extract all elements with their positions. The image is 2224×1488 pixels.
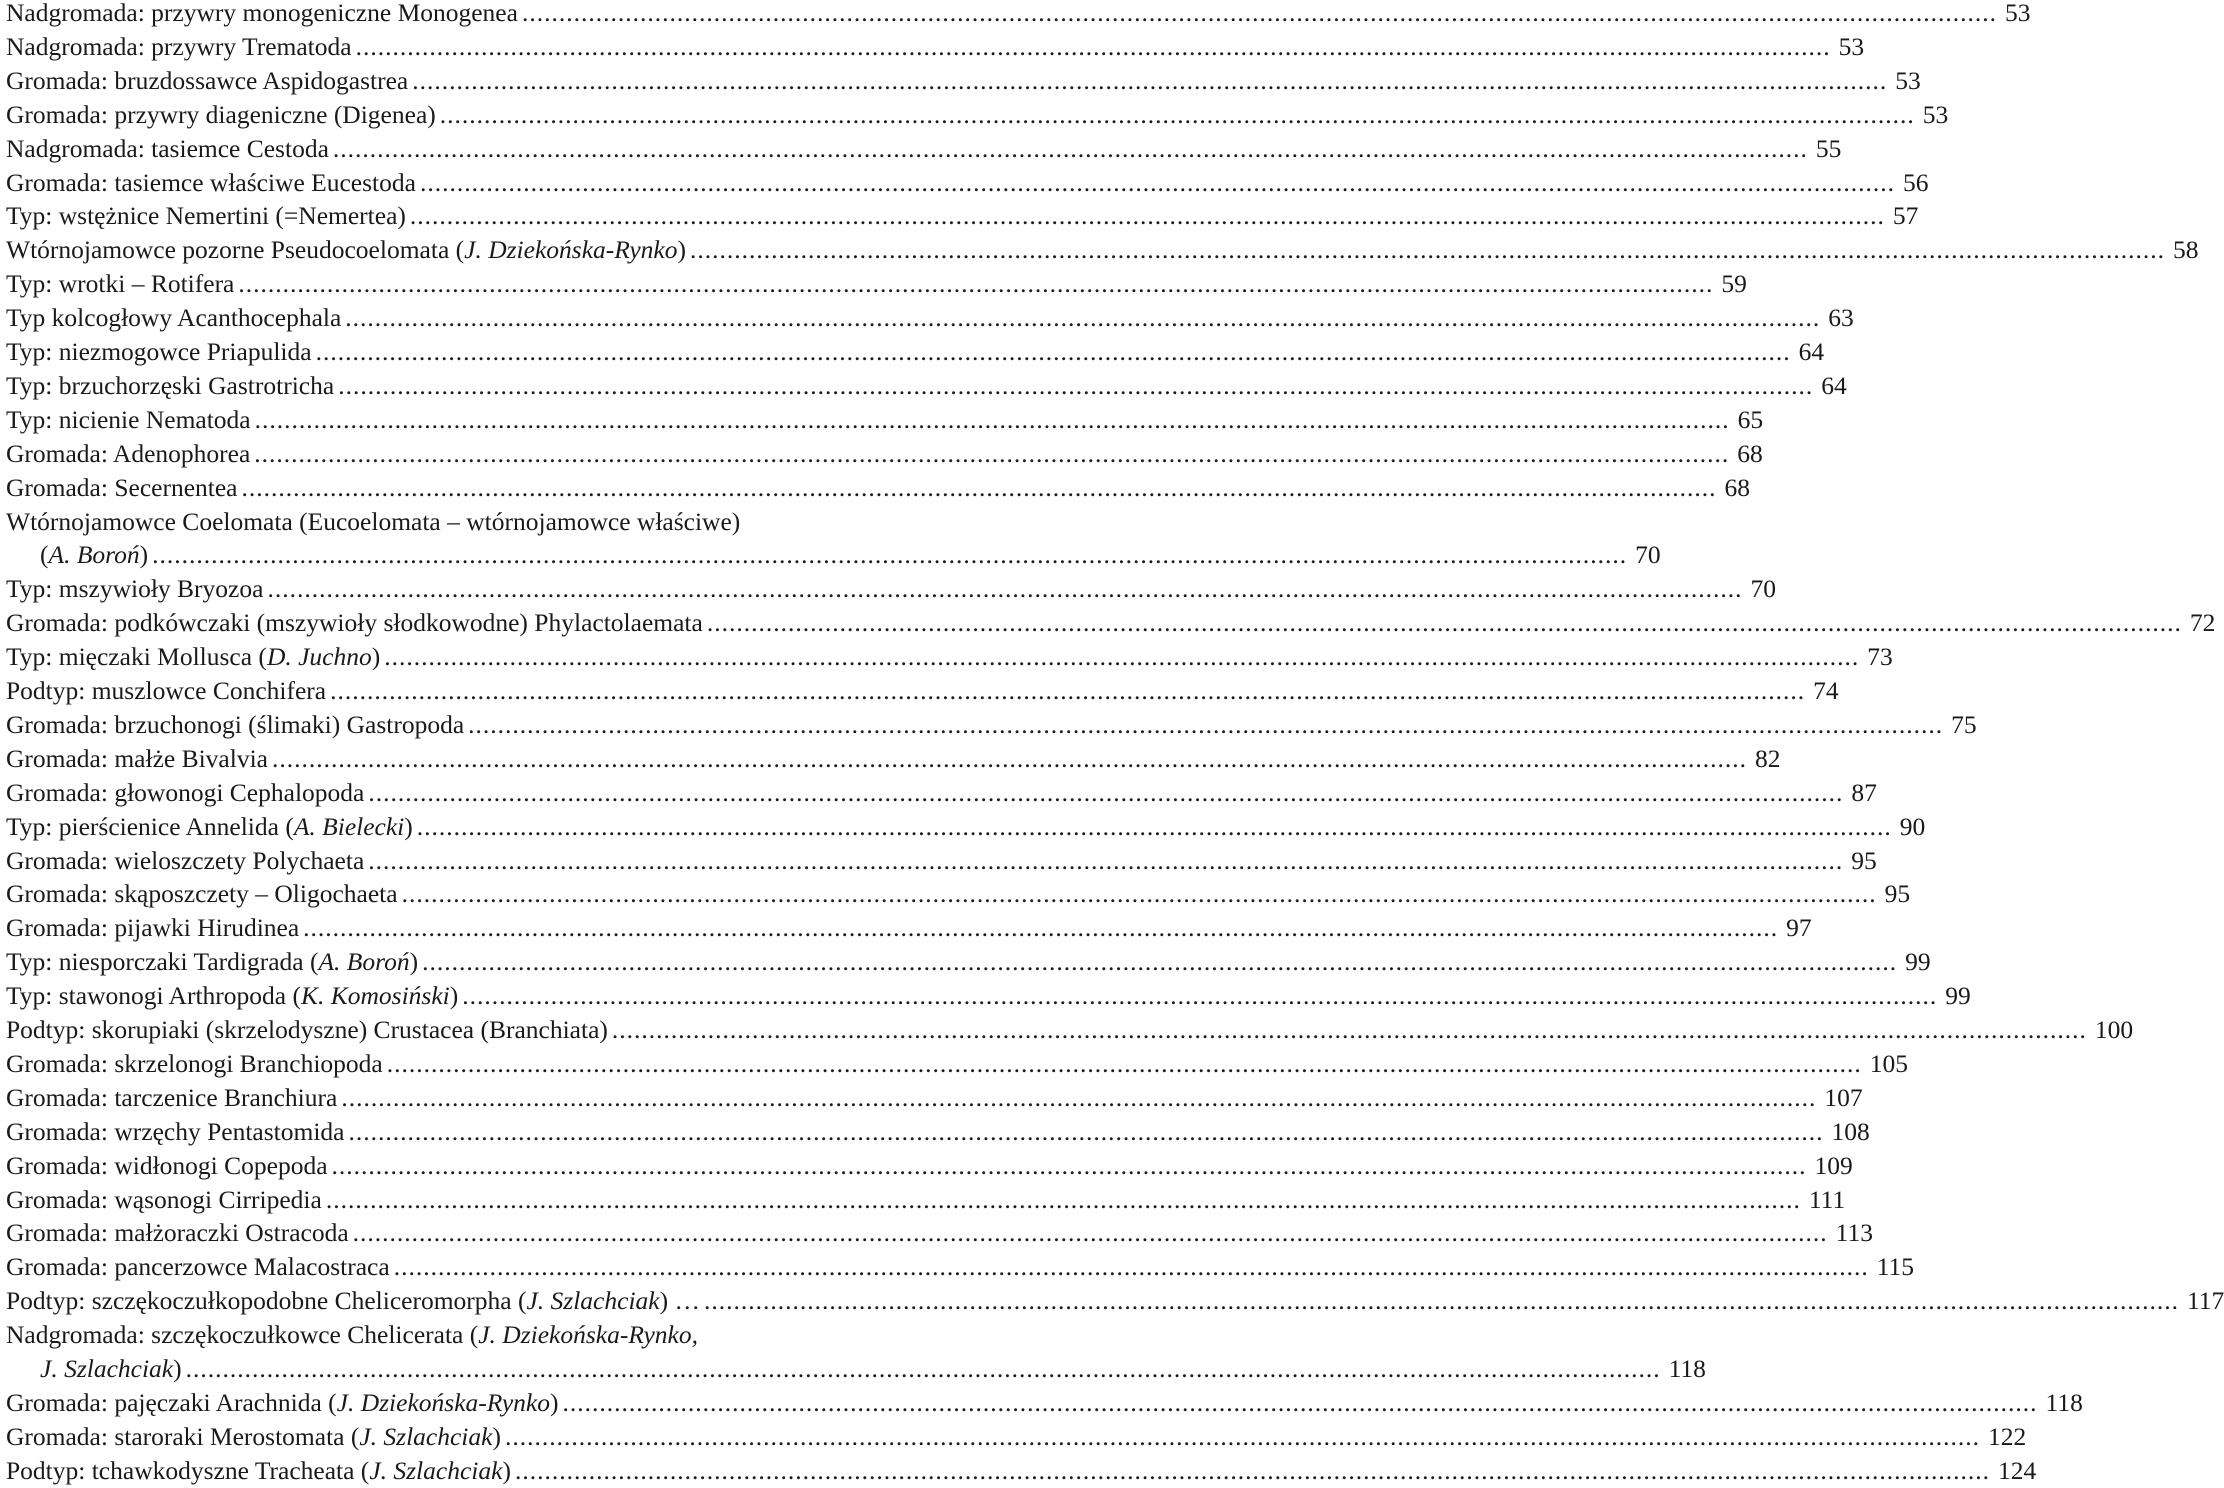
toc-page-number: 70 [1635, 540, 1661, 570]
toc-dot-leader: ........................................................................................................................................................................................................ [185, 1354, 1661, 1383]
toc-dot-leader: ........................................................................................................................................................................................................ [504, 1421, 1980, 1451]
toc-entry-text: Gromada: Adenophorea [6, 438, 251, 468]
toc-entry [6, 1318, 956, 1352]
toc-entry [6, 674, 1839, 708]
toc-entry-title [40, 538, 148, 572]
toc-page-number: 107 [1824, 1082, 1863, 1112]
toc-entry-text: ) … [659, 1286, 700, 1316]
toc-dot-leader: ........................................................................................................................................................................................................ [439, 99, 1915, 129]
toc-page-number: 53 [2004, 0, 2031, 27]
toc-entry-text: ) [404, 811, 413, 841]
toc-entry [6, 471, 1751, 505]
toc-entry [6, 267, 1747, 301]
toc-entry-title [6, 1149, 328, 1183]
toc-dot-leader: ........................................................................................................................................................................................................ [355, 31, 1831, 61]
toc-entry-text: ) [677, 235, 687, 265]
toc-dot-leader: ........................................................................................................................................................................................................ [462, 981, 1938, 1011]
toc-dot-leader: ........................................................................................................................................................................................................ [703, 1286, 2179, 1316]
toc-dot-leader: ........................................................................................................................................................................................................ [393, 1252, 1869, 1282]
toc-dot-leader: ........................................................................................................................................................................................................ [422, 947, 1898, 977]
toc-page-number: 70 [1750, 574, 1776, 604]
toc-dot-leader: ........................................................................................................................................................................................................ [152, 540, 1628, 570]
toc-page-number: 63 [1828, 303, 1854, 333]
toc-entry-text: Gromada: skrzelonogi Branchiopoda [6, 1048, 383, 1078]
toc-entry-text: Gromada: podkówczaki (mszywioły słodkowodne) Phylactolaemata [6, 608, 703, 638]
toc-entry-text: Gromada: tarczenice Branchiura [6, 1082, 338, 1112]
toc-entry-author: A. Boroń [318, 947, 410, 977]
toc-dot-leader: ........................................................................................................................................................................................................ [241, 472, 1717, 502]
toc-entry-text: ) [550, 1387, 559, 1417]
toc-entry-title [6, 505, 740, 539]
toc-entry-title [6, 267, 234, 301]
toc-entry [6, 437, 1763, 471]
toc-entry [6, 1081, 1863, 1115]
toc-entry-title [6, 1454, 511, 1488]
toc-entry-title [6, 640, 380, 674]
toc-dot-leader: ........................................................................................................................................................................................................ [345, 303, 1821, 333]
toc-entry [6, 1115, 1870, 1149]
toc-entry-author: A. Bielecki [293, 811, 405, 841]
toc-entry-text: Gromada: przywry diageniczne (Digenea) [6, 99, 436, 129]
toc-dot-leader: ........................................................................................................................................................................................................ [338, 370, 1814, 400]
toc-entry-text: Typ: stawonogi Arthropoda ( [6, 981, 301, 1011]
toc-entry-text: Gromada: skąposzczety – Oligochaeta [6, 879, 398, 909]
toc-entry-text: Gromada: brzuchonogi (ślimaki) Gastropoda [6, 709, 465, 739]
toc-entry-text: Gromada: małże Bivalvia [6, 743, 268, 773]
toc-entry [6, 810, 1926, 844]
toc-entry-title [6, 64, 408, 98]
toc-entry [6, 877, 1911, 911]
toc-page-number: 108 [1831, 1116, 1870, 1146]
toc-dot-leader: ........................................................................................................................................................................................................ [315, 337, 1791, 366]
toc-entry-title [6, 1420, 501, 1454]
toc-entry-text: Gromada: małżoraczki Ostracoda [6, 1218, 349, 1248]
toc-entry [6, 0, 2031, 30]
toc-entry-title [6, 369, 334, 403]
toc-entry [6, 233, 2199, 267]
toc-page-number: 64 [1798, 337, 1825, 366]
toc-entry-title [6, 572, 263, 606]
toc-dot-leader: ........................................................................................................................................................................................................ [352, 1218, 1828, 1248]
toc-entry-text: Typ: niesporczaki Tardigrada ( [6, 947, 319, 977]
toc-dot-leader: ........................................................................................................................................................................................................ [254, 438, 1730, 468]
toc-dot-leader: ........................................................................................................................................................................................................ [267, 574, 1743, 604]
toc-entry-text: Gromada: pancerzowce Malacostraca [6, 1252, 390, 1282]
toc-entry-title [6, 335, 312, 369]
toc-entry-author: J. Szlachciak [369, 1455, 503, 1485]
toc-page-number: 99 [1905, 947, 1931, 977]
toc-page-number: 59 [1721, 269, 1747, 299]
toc-dot-leader: ........................................................................................................................................................................................................ [412, 65, 1888, 95]
toc-entry-title [40, 1352, 182, 1386]
toc-dot-leader: ........................................................................................................................................................................................................ [368, 777, 1844, 807]
toc-entry [6, 1454, 2037, 1488]
toc-dot-leader: ........................................................................................................................................................................................................ [331, 1150, 1807, 1180]
toc-entry-title [6, 877, 398, 911]
toc-entry-title [6, 471, 238, 505]
toc-dot-leader: ........................................................................................................................................................................................................ [611, 1015, 2087, 1044]
toc-entry-title [6, 233, 686, 267]
toc-page-number: 113 [1835, 1218, 1873, 1248]
toc-entry-title [6, 166, 416, 200]
toc-entry [6, 844, 1877, 878]
toc-entry [6, 1386, 2083, 1420]
toc-page-number: 56 [1902, 167, 1929, 197]
toc-entry-text: Nadgromada: szczękoczułkowce Chelicerata ( [6, 1320, 479, 1350]
toc-dot-leader: ........................................................................................................................................................................................................ [384, 642, 1860, 672]
toc-entry-title [6, 301, 341, 335]
toc-entry-title [6, 199, 406, 233]
toc-entry-text: Gromada: staroraki Merostomata ( [6, 1421, 360, 1451]
toc-entry-text: Gromada: głowonogi Cephalopoda [6, 777, 365, 807]
toc-entry-text: Gromada: wrzęchy Pentastomida [6, 1116, 345, 1146]
toc-entry [6, 1216, 1873, 1250]
toc-page-number: 53 [1922, 99, 1949, 129]
toc-page-number: 97 [1786, 913, 1812, 943]
toc-entry-text: ) [173, 1354, 182, 1383]
toc-page-number: 100 [2094, 1015, 2134, 1044]
toc-entry-text: Typ: wstężnice Nemertini (=Nemertea) [6, 201, 406, 231]
toc-entry [6, 776, 1877, 810]
toc-page-number: 72 [2189, 608, 2216, 638]
toc-dot-leader: ........................................................................................................................................................................................................ [401, 879, 1877, 909]
toc-entry-title [6, 742, 268, 776]
toc-page-number: 53 [1895, 65, 1921, 95]
toc-entry-text: Wtórnojamowce Coelomata (Eucoelomata – wtórnojamowce właściwe) [6, 506, 741, 536]
toc-page-number: 111 [1808, 1184, 1846, 1214]
toc-entry-title [6, 1318, 698, 1352]
toc-dot-leader: ........................................................................................................................................................................................................ [238, 269, 1714, 299]
toc-entry [6, 369, 1847, 403]
toc-entry-text: Typ kolcogłowy Acanthocephala [6, 303, 342, 333]
toc-dot-leader: ........................................................................................................................................................................................................ [706, 608, 2182, 638]
toc-dot-leader: ........................................................................................................................................................................................................ [368, 845, 1844, 875]
toc-dot-leader: ........................................................................................................................................................................................................ [332, 133, 1808, 163]
toc-page-number: 73 [1867, 642, 1893, 672]
toc-entry [6, 911, 1812, 945]
toc-page-number: 118 [2045, 1387, 2083, 1417]
toc-entry-text: ( [40, 540, 49, 570]
toc-dot-leader: ........................................................................................................................................................................................................ [409, 201, 1885, 231]
toc-entry-author: J. Szlachciak [40, 1354, 174, 1383]
toc-entry [6, 132, 1842, 166]
toc-entry-title [6, 776, 364, 810]
toc-dot-leader: ........................................................................................................................................................................................................ [386, 1048, 1862, 1078]
toc-entry-title [6, 708, 464, 742]
toc-page-number: 122 [1987, 1421, 2027, 1451]
toc-entry-text: Typ: mięczaki Mollusca ( [6, 642, 267, 672]
toc-dot-leader: ........................................................................................................................................................................................................ [341, 1082, 1817, 1112]
toc-entry [6, 572, 1776, 606]
toc-entry-title [6, 1013, 608, 1047]
toc-entry-title [6, 1386, 559, 1420]
toc-entry-title [6, 1047, 383, 1081]
toc-entry-text: Podtyp: muszlowce Conchifera [6, 676, 327, 705]
toc-page-number: 68 [1724, 472, 1751, 502]
toc-entry-text: Gromada: wąsonogi Cirripedia [6, 1184, 322, 1214]
toc-entry-author: J. Szlachciak [526, 1286, 660, 1316]
toc-entry-text: Gromada: pijawki Hirudinea [6, 913, 300, 943]
toc-page-number: 57 [1892, 201, 1919, 231]
toc-entry-title [6, 1250, 390, 1284]
toc-entry-text: ) [502, 1455, 511, 1485]
toc-dot-leader: ........................................................................................................................................................................................................ [325, 1184, 1801, 1214]
toc-entry-text: Podtyp: szczękoczułkopodobne Cheliceromorpha ( [6, 1286, 527, 1316]
toc-entry-author: J. Dziekońska-Rynko, [478, 1320, 698, 1350]
toc-entry [6, 505, 956, 539]
toc-entry-text: Typ: wrotki – Rotifera [6, 269, 235, 299]
toc-page-number: 68 [1737, 438, 1763, 468]
toc-entry-title [6, 30, 352, 64]
toc-page-number: 105 [1869, 1048, 1908, 1078]
toc-entry-author: D. Juchno [266, 642, 372, 672]
toc-entry [6, 301, 1854, 335]
toc-entry-title [6, 0, 518, 30]
toc-page-number: 65 [1737, 404, 1764, 434]
toc-entry-text: Gromada: tasiemce właściwe Eucestoda [6, 167, 416, 197]
toc-entry-text: Wtórnojamowce pozorne Pseudocoelomata ( [6, 235, 465, 265]
toc-entry [6, 1149, 1853, 1183]
toc-entry-author: J. Dziekońska-Rynko [336, 1387, 551, 1417]
toc-dot-leader: ........................................................................................................................................................................................................ [690, 235, 2166, 265]
toc-entry [40, 1352, 1706, 1386]
toc-entry-title [6, 1081, 337, 1115]
toc-entry-text: Gromada: wieloszczety Polychaeta [6, 845, 365, 875]
toc-entry-title [6, 945, 418, 979]
toc-entry-title [6, 844, 364, 878]
toc-page-number: 109 [1814, 1150, 1853, 1180]
toc-entry-title [6, 403, 251, 437]
toc-entry [6, 30, 1865, 64]
toc-page-number: 74 [1813, 676, 1839, 705]
toc-page-number: 64 [1821, 370, 1847, 400]
toc-entry-author: J. Szlachciak [359, 1421, 493, 1451]
toc-dot-leader: ........................................................................................................................................................................................................ [521, 0, 1997, 27]
toc-entry-text: ) [139, 540, 149, 570]
toc-dot-leader: ........................................................................................................................................................................................................ [348, 1116, 1824, 1146]
toc-entry [6, 1047, 1908, 1081]
toc-entry [6, 166, 1929, 200]
toc-entry-text: ) [371, 642, 381, 672]
toc-entry-author: J. Dziekońska-Rynko [464, 235, 678, 265]
toc-page-number: 75 [1951, 709, 1977, 739]
toc-dot-leader: ........................................................................................................................................................................................................ [419, 167, 1895, 197]
toc-dot-leader: ........................................................................................................................................................................................................ [416, 811, 1892, 841]
toc-dot-leader: ........................................................................................................................................................................................................ [562, 1387, 2038, 1417]
toc-entry [6, 335, 1825, 369]
toc-entry-text: Nadgromada: przywry Trematoda [6, 31, 352, 61]
toc-entry-text: Typ: niezmogowce Priapulida [6, 337, 312, 366]
toc-entry-title [6, 1115, 344, 1149]
toc-entry [6, 1013, 2134, 1047]
toc-entry-title [6, 437, 250, 471]
toc-page-number: 99 [1945, 981, 1971, 1011]
toc-entry-title [6, 1284, 700, 1318]
toc-dot-leader: ........................................................................................................................................................................................................ [468, 709, 1944, 739]
toc-entry-text: ) [449, 981, 459, 1011]
toc-entry-text: Typ: brzuchorzęski Gastrotricha [6, 370, 335, 400]
toc-page-number: 118 [1668, 1354, 1706, 1383]
toc-entry [6, 606, 2216, 640]
toc-entry-text: Gromada: Secernentea [6, 472, 238, 502]
toc-page-number: 58 [2173, 235, 2199, 265]
toc-entry [6, 199, 1919, 233]
toc-entry [6, 979, 1971, 1013]
toc-entry [6, 742, 1781, 776]
toc-entry [6, 1250, 1915, 1284]
toc-dot-leader: ........................................................................................................................................................................................................ [514, 1455, 1990, 1485]
toc-entry-text: ) [492, 1421, 501, 1451]
toc-entry-text: Gromada: pajęczaki Arachnida ( [6, 1387, 337, 1417]
toc-entry [6, 945, 1931, 979]
toc-entry-title [6, 810, 413, 844]
toc-entry-title [6, 1183, 322, 1217]
toc-entry [6, 98, 1949, 132]
toc-page-number: 53 [1838, 31, 1865, 61]
toc-entry-title [6, 1216, 349, 1250]
toc-page-number: 95 [1851, 845, 1877, 875]
toc-entry [6, 1183, 1846, 1217]
toc-page-number: 124 [1997, 1455, 2037, 1485]
toc-entry [6, 1284, 2224, 1318]
toc-dot-leader: ........................................................................................................................................................................................................ [254, 404, 1730, 434]
toc-dot-leader: ........................................................................................................................................................................................................ [272, 743, 1747, 773]
toc-entry-text: Gromada: widłonogi Copepoda [6, 1150, 328, 1180]
toc-dot-leader: ........................................................................................................................................................................................................ [303, 913, 1779, 943]
toc-entry-title [6, 132, 329, 166]
toc-entry-text: Nadgromada: przywry monogeniczne Monogenea [6, 0, 518, 27]
toc-entry [6, 708, 1977, 742]
toc-entry [6, 64, 1921, 98]
toc-page-number: 115 [1876, 1252, 1915, 1282]
toc-entry-text: Podtyp: skorupiaki (skrzelodyszne) Crustacea (Branchiata) [6, 1015, 608, 1044]
toc-entry-text: Typ: pierścienice Annelida ( [6, 811, 294, 841]
toc-page-number: 95 [1884, 879, 1911, 909]
toc-entry-author: K. Komosiński [300, 981, 450, 1011]
toc-entry-author: A. Boroń [48, 540, 140, 570]
toc-page-number: 55 [1815, 133, 1842, 163]
toc-entry-title [6, 911, 299, 945]
toc-dot-leader: ........................................................................................................................................................................................................ [330, 676, 1806, 705]
toc-entry-title [6, 606, 703, 640]
toc-entry-title [6, 674, 326, 708]
toc-entry-text: Typ: nicienie Nematoda [6, 404, 251, 434]
toc-page-number: 82 [1755, 743, 1781, 773]
toc-page-number: 90 [1899, 811, 1926, 841]
toc-entry-title [6, 979, 458, 1013]
toc-entry-text: Nadgromada: tasiemce Cestoda [6, 133, 329, 163]
toc-entry-text: Typ: mszywioły Bryozoa [6, 574, 264, 604]
toc-entry-text: Podtyp: tchawkodyszne Tracheata ( [6, 1455, 370, 1485]
toc-entry-title [6, 98, 436, 132]
toc-entry [6, 1420, 2027, 1454]
toc-page-number: 87 [1851, 777, 1877, 807]
toc-entry-text: Gromada: bruzdossawce Aspidogastrea [6, 65, 409, 95]
toc-entry-text: ) [409, 947, 419, 977]
toc-entry [40, 538, 1661, 572]
toc-entry [6, 403, 1764, 437]
toc-page-number: 117 [2186, 1286, 2224, 1316]
toc-entry [6, 640, 1893, 674]
